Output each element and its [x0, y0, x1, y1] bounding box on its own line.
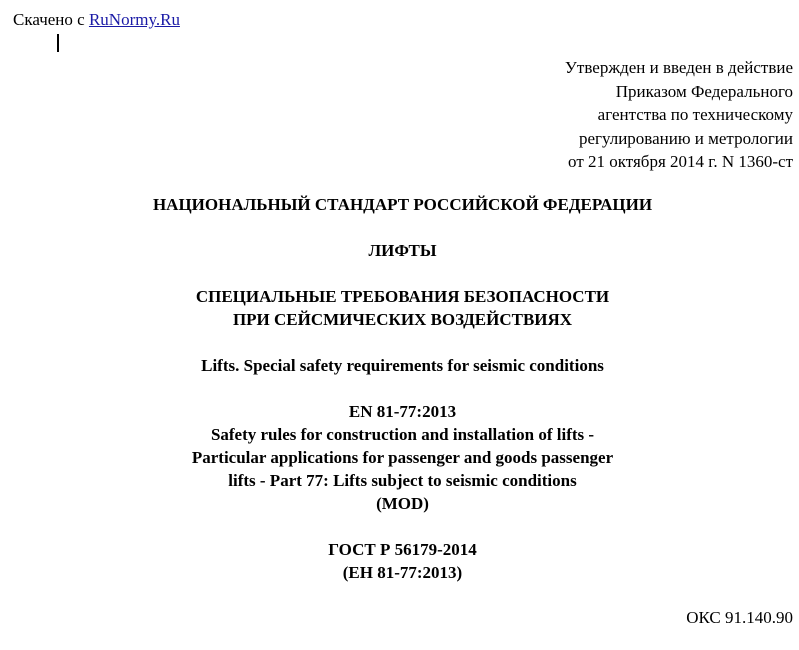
national-standard-heading: [0, 193, 799, 216]
oks-code: ОКС 91.140.90: [686, 608, 793, 627]
english-title: [0, 354, 799, 377]
approval-line: регулированию и метрологии: [578, 128, 793, 148]
en-standard-line: Particular applications for passenger and goods passenger: [191, 448, 614, 467]
gost-equivalent: (ЕН 81-77:2013): [342, 563, 463, 582]
en-standard-line: (MOD): [376, 494, 429, 513]
approval-line: агентства по техническому: [597, 105, 793, 124]
en-standard-block: [0, 400, 799, 515]
source-link[interactable]: RuNormy.Ru: [88, 10, 180, 29]
gost-block: [0, 538, 799, 584]
source-line: [13, 10, 180, 30]
english-title-text: Lifts. Special safety requirements for seismic conditions: [201, 356, 604, 375]
approval-block: [565, 56, 793, 174]
subtitle-line: ПРИ СЕЙСМИЧЕСКИХ ВОЗДЕЙСТВИЯХ: [232, 310, 573, 329]
approval-line: Приказом Федерального: [615, 81, 793, 101]
text-cursor: [57, 34, 59, 52]
gost-code: ГОСТ Р 56179-2014: [328, 540, 477, 559]
lifts-text: ЛИФТЫ: [368, 241, 437, 260]
en-standard-line: Safety rules for construction and installation of lifts -: [210, 425, 595, 444]
subtitle-line: СПЕЦИАЛЬНЫЕ ТРЕБОВАНИЯ БЕЗОПАСНОСТИ: [195, 287, 610, 306]
source-prefix: Скачено с: [13, 10, 89, 29]
en-standard-line: lifts - Part 77: Lifts subject to seismic conditions: [228, 471, 577, 490]
en-standard-code: EN 81-77:2013: [348, 402, 457, 421]
approval-line: от 21 октября 2014 г. N 1360-ст: [568, 152, 793, 171]
document-subtitle: [0, 285, 799, 331]
lifts-heading: [0, 239, 799, 262]
national-standard-text: НАЦИОНАЛЬНЫЙ СТАНДАРТ РОССИЙСКОЙ ФЕДЕРАЦИИ: [152, 195, 653, 214]
approval-line: Утвержден и введен в действие: [564, 58, 793, 77]
